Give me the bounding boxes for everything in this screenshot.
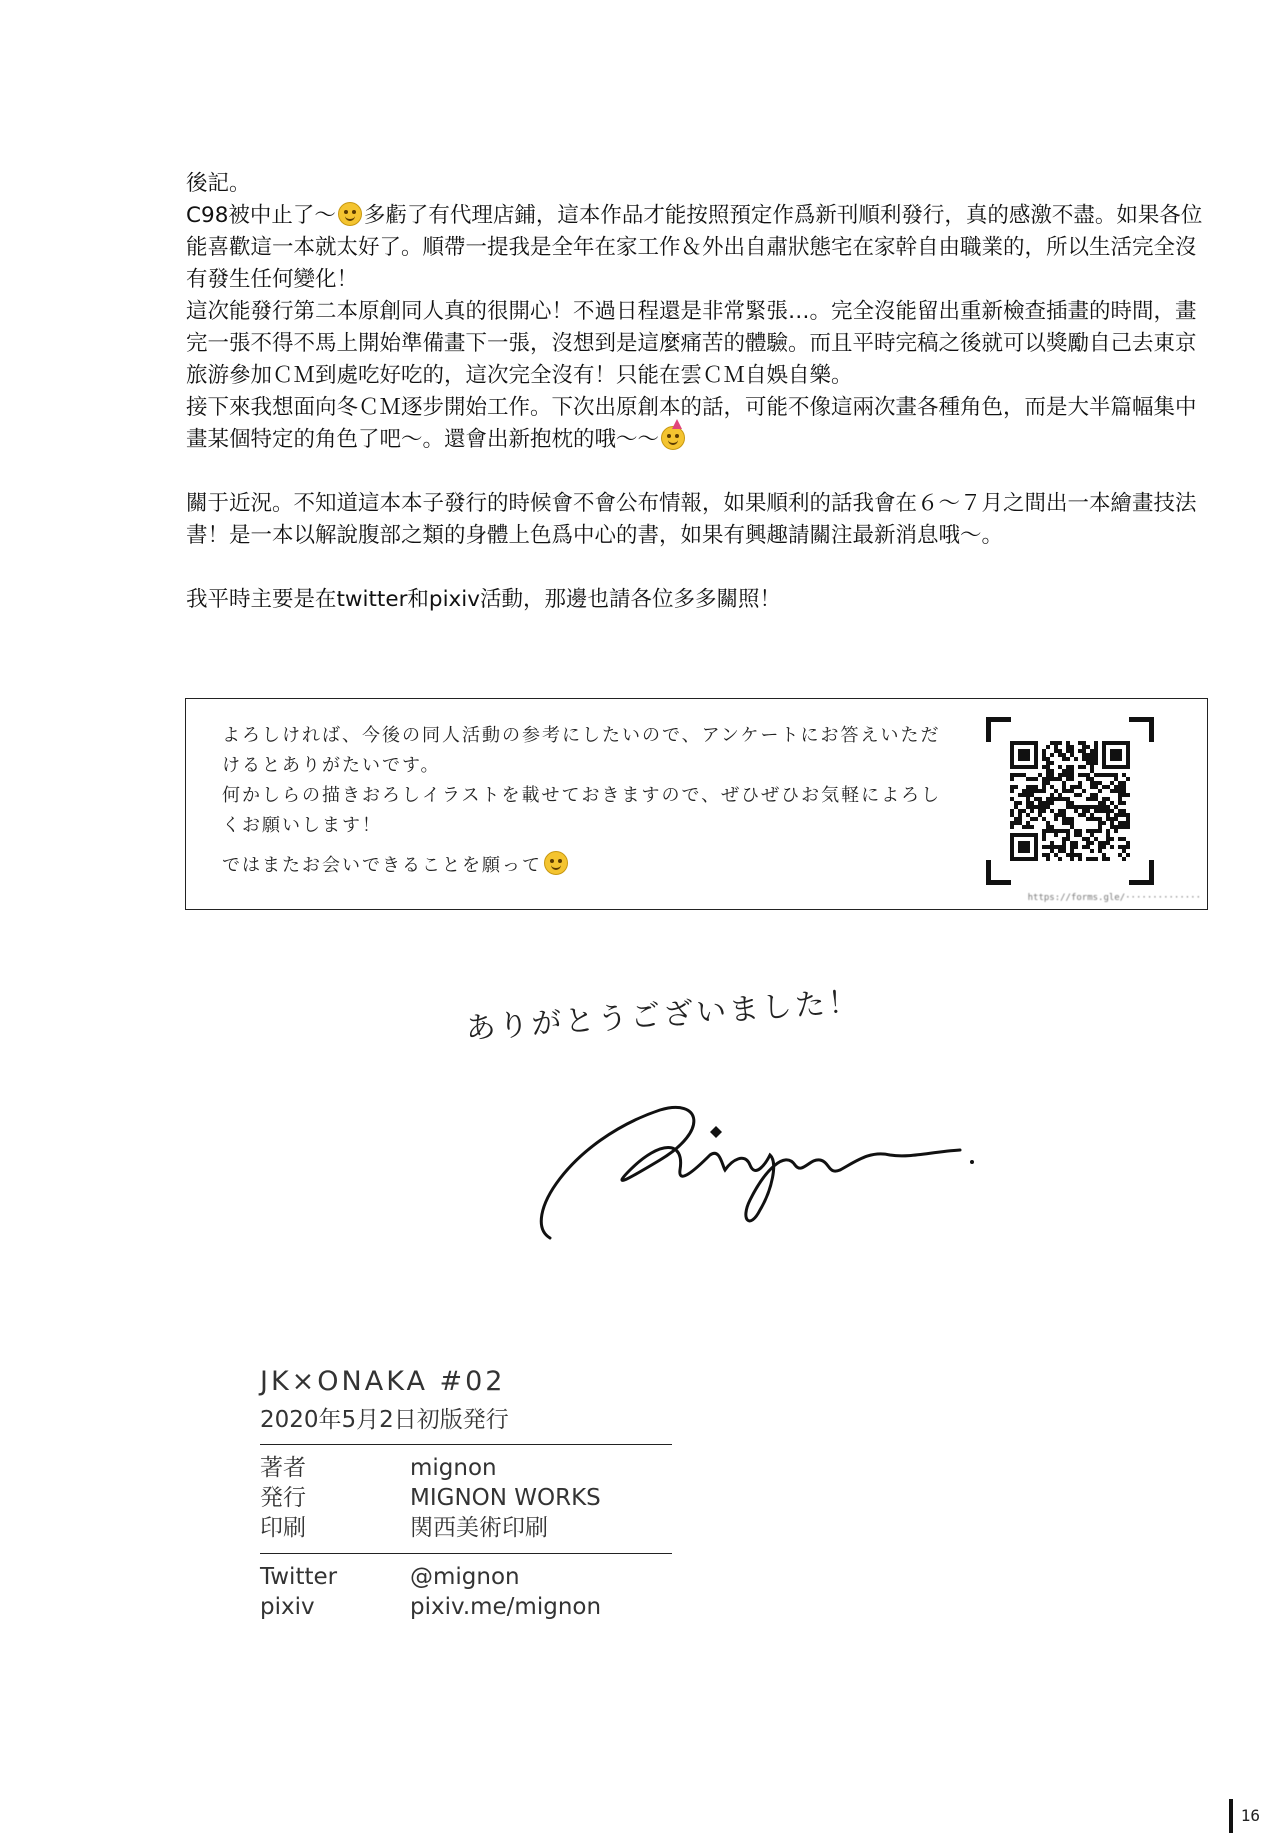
crying-face-icon <box>338 202 362 226</box>
colophon <box>260 1366 672 1632</box>
link-row <box>260 1592 601 1622</box>
survey-box <box>185 698 1208 910</box>
publish-date: 2020年5月2日初版発行 <box>260 1407 509 1433</box>
pixiv-link[interactable]: pixiv.me/mignon <box>410 1594 602 1620</box>
credit-row <box>260 1453 601 1483</box>
survey-closing-text: ではまたお会いできることを願って <box>222 855 542 876</box>
qr-code[interactable] <box>986 717 1154 885</box>
afterword-paragraph-5: 我平時主要是在twitter和pixiv活動，那邊也請各位多多關照！ <box>186 587 781 612</box>
credit-row <box>260 1513 601 1543</box>
links-table <box>260 1562 601 1622</box>
credit-key: 印刷 <box>260 1515 306 1541</box>
credit-row <box>260 1483 601 1513</box>
credit-value: 関西美術印刷 <box>410 1515 548 1541</box>
survey-line-2: 何かしらの描きおろしイラストを載せておきますので、ぜひぜひお気軽によろしくお願いします！ <box>222 785 942 836</box>
link-key: pixiv <box>260 1594 315 1620</box>
credit-value: mignon <box>410 1455 497 1481</box>
credit-value: MIGNON WORKS <box>410 1485 601 1511</box>
credit-key: 著者 <box>260 1455 306 1481</box>
qr-code-icon <box>1010 741 1130 861</box>
survey-line-1: よろしければ、今後の同人活動の参考にしたいので、アンケートにお答えいただけるとありがたいです。 <box>222 725 941 776</box>
afterword-section <box>186 168 1206 616</box>
afterword-p3-text: 接下來我想面向冬ＣＭ逐步開始工作。下次出原創本的話，可能不像這兩次畫各種角色，而是大半篇幅集中畫某個特定的角色了吧～。還會出新抱枕的哦～～ <box>186 395 1197 452</box>
afterword-heading: 後記。 <box>186 171 251 196</box>
link-row <box>260 1562 601 1592</box>
afterword-paragraph-3 <box>186 392 1206 456</box>
credit-key: 発行 <box>260 1485 306 1511</box>
winking-face-icon <box>544 851 568 875</box>
link-key: Twitter <box>260 1564 338 1590</box>
divider <box>260 1444 672 1445</box>
thanks-handwriting: ありがとうございました！ <box>464 984 862 1047</box>
survey-closing <box>222 851 942 881</box>
afterword-paragraph-4: 關于近況。不知道這本本子發行的時候會不會公布情報，如果順利的話我會在６～７月之間出一本繪畫技法書！是一本以解說腹部之類的身體上色爲中心的書，如果有興趣請關注最新消息哦～。 <box>186 491 1197 548</box>
credits-table <box>260 1453 601 1543</box>
afterword-paragraph-2: 這次能發行第二本原創同人真的很開心！不過日程還是非常緊張…。完全沒能留出重新檢查插畫的時間，畫完一張不得不馬上開始準備畫下一張，沒想到是這麼痛苦的體驗。而且平時完稿之後就可以獎勵自己去東京旅游參加ＣＭ到處吃好吃的，這次完全沒有！只能在雲ＣＭ自娛自樂。 <box>186 299 1197 388</box>
page-number: 16 <box>1229 1799 1260 1833</box>
afterword-p1-rest: 多虧了有代理店鋪，這本作品才能按照預定作爲新刊順利發行，真的感激不盡。如果各位能喜歡這一本就太好了。順帶一提我是全年在家工作＆外出自肅狀態宅在家幹自由職業的，所以生活完全沒有發生任何變化！ <box>186 203 1203 292</box>
afterword-paragraph-1 <box>186 200 1206 296</box>
divider <box>260 1553 672 1554</box>
afterword-p1-start: C98被中止了～ <box>186 203 336 228</box>
signature-mignon <box>510 1070 980 1250</box>
twitter-link[interactable]: @mignon <box>410 1564 520 1590</box>
book-title: JK×ONAKA #02 <box>260 1366 506 1397</box>
qr-url-blurred: https://forms.gle/·············· <box>1027 893 1201 903</box>
survey-text <box>222 721 942 881</box>
party-face-icon <box>661 426 685 450</box>
